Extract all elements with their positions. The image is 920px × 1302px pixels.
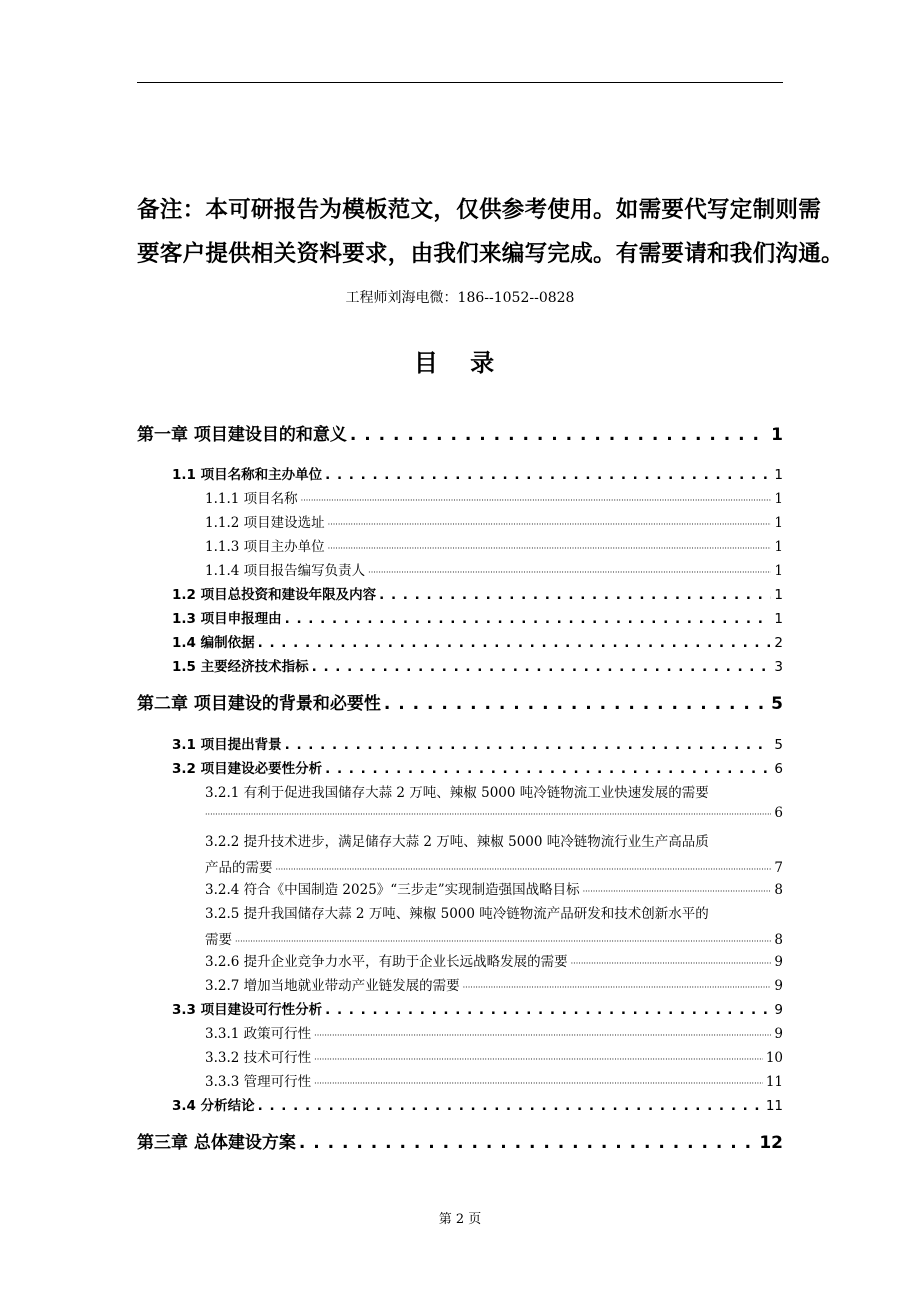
toc-section-3-2-4[interactable]: 3.2.4 符合《中国制造 2025》“三步走”实现制造强国战略目标 ····· 8 — [205, 878, 783, 898]
toc-section-1-1-3[interactable]: 1.1.3 项目主办单位 ····· 1 — [205, 535, 783, 555]
toc-section-1-1[interactable]: 1.1 项目名称和主办单位 . . . 1 — [172, 463, 783, 483]
toc-section-1-3[interactable]: 1.3 项目申报理由 . . . 1 — [172, 607, 783, 627]
toc-section-1-1-1[interactable]: 1.1.1 项目名称 ····· 1 — [205, 487, 783, 507]
toc-section-1-4[interactable]: 1.4 编制依据 . . . 2 — [172, 631, 783, 651]
disclaimer-line-1: 备注：本可研报告为模板范文，仅供参考使用。如需要代写定制则需 — [137, 197, 822, 223]
toc-chapter-3[interactable]: 第三章 总体建设方案 . . . 12 — [137, 1128, 783, 1153]
toc-section-3-2[interactable]: 3.2 项目建设必要性分析 . . . 6 — [172, 757, 783, 777]
toc-section-3-3-2[interactable]: 3.3.2 技术可行性 ····· 10 — [205, 1046, 783, 1066]
toc-section-1-1-2[interactable]: 1.1.2 项目建设选址 ····· 1 — [205, 511, 783, 531]
toc-chapter-2[interactable]: 第二章 项目建设的背景和必要性 . . . 5 — [137, 689, 783, 714]
toc-section-3-3[interactable]: 3.3 项目建设可行性分析 . . . 9 — [172, 998, 783, 1018]
disclaimer-line-2: 要客户提供相关资料要求，由我们来编写完成。有需要请和我们沟通。 — [137, 241, 844, 267]
toc-section-1-2[interactable]: 1.2 项目总投资和建设年限及内容 . . . 1 — [172, 583, 783, 603]
contact-info: 工程师刘海电微：186--1052--0828 — [345, 290, 575, 306]
toc-section-3-2-1[interactable]: 3.2.1 有利于促进我国储存大蒜 2 万吨、辣椒 5000 吨冷链物流工业快速发展的需要 ····· 6 — [205, 781, 783, 821]
page-number: 第 2 页 — [438, 1212, 482, 1227]
toc-section-3-2-7[interactable]: 3.2.7 增加当地就业带动产业链发展的需要 ····· 9 — [205, 974, 783, 994]
toc-title: 目 录 — [413, 349, 507, 377]
toc-chapter-1[interactable]: 第一章 项目建设目的和意义 . . . 1 — [137, 420, 783, 445]
toc-section-1-1-4[interactable]: 1.1.4 项目报告编写负责人 ····· 1 — [205, 559, 783, 579]
toc-section-3-2-5[interactable]: 3.2.5 提升我国储存大蒜 2 万吨、辣椒 5000 吨冷链物流产品研发和技术创新水平的 需要 ····· 8 — [205, 902, 783, 948]
toc-section-3-3-3[interactable]: 3.3.3 管理可行性 ····· 11 — [205, 1070, 783, 1090]
toc-section-3-2-6[interactable]: 3.2.6 提升企业竞争力水平，有助于企业长远战略发展的需要 ····· 9 — [205, 950, 783, 970]
toc-section-3-2-2[interactable]: 3.2.2 提升技术进步，满足储存大蒜 2 万吨、辣椒 5000 吨冷链物流行业生产高品质 产品的需要 ····· 7 — [205, 830, 783, 876]
toc-section-1-5[interactable]: 1.5 主要经济技术指标 . . . 3 — [172, 655, 783, 675]
toc-section-3-1[interactable]: 3.1 项目提出背景 . . . 5 — [172, 733, 783, 753]
toc-section-3-4[interactable]: 3.4 分析结论 . . . 11 — [172, 1094, 783, 1114]
toc-section-3-3-1[interactable]: 3.3.1 政策可行性 ····· 9 — [205, 1022, 783, 1042]
